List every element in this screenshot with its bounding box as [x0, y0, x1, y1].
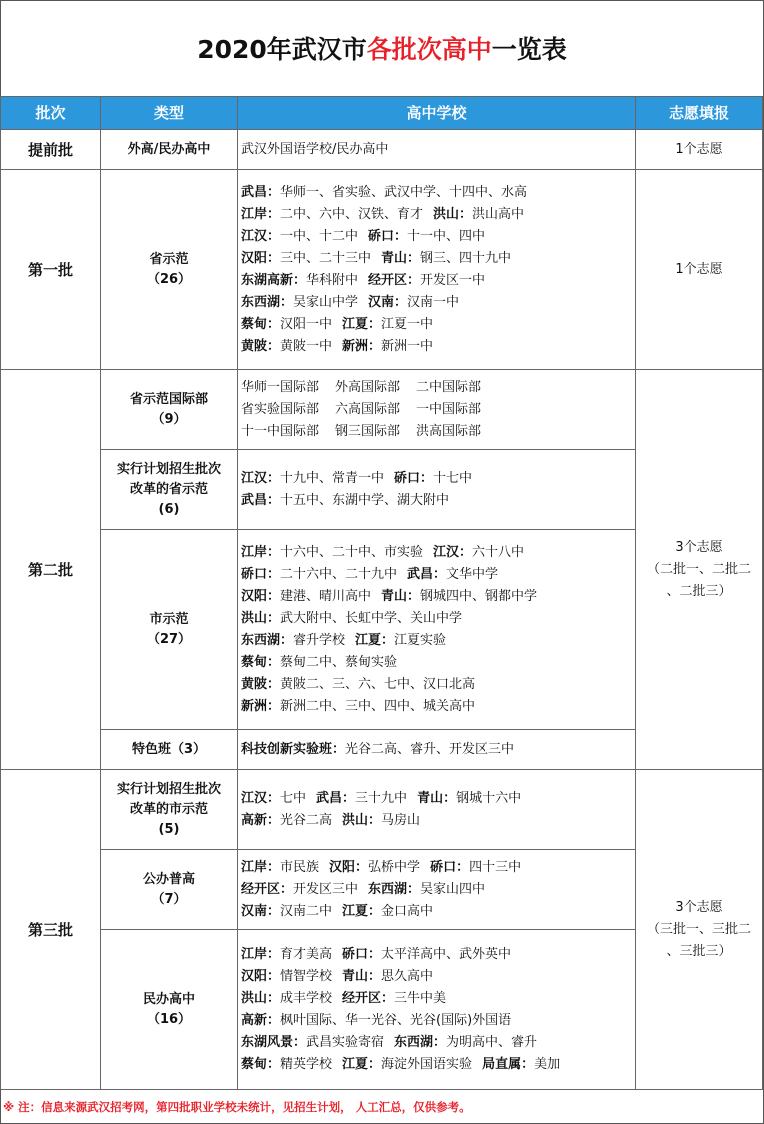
header-row [1, 97, 763, 130]
type-label: 改革的省示范 [129, 481, 208, 497]
volunteer-cell: 1个志愿 [636, 130, 763, 170]
school-names: 太平洋高中、武外英中 [381, 946, 512, 962]
district-label: 武昌： [407, 566, 447, 582]
type-count: （7） [151, 891, 187, 907]
school-names: 马房山 [381, 812, 421, 828]
volunteer-cell [636, 770, 763, 1090]
district-label: 硚口： [241, 566, 281, 582]
district-label: 新洲： [241, 698, 281, 714]
school-names: 十六中、二十中、市实验 [280, 544, 424, 560]
title-highlight: 各批次高中 [366, 35, 492, 64]
school-names: 光谷二高 [280, 812, 333, 828]
volunteer-cell [636, 370, 763, 770]
school-name: 一中国际部 [416, 401, 482, 417]
type-count: (6) [158, 501, 180, 517]
schools-cell [238, 170, 636, 370]
volunteer-line: （二批一、二批二 [646, 561, 751, 577]
district-segment [433, 207, 524, 222]
type-label: 实行计划招生批次 [116, 461, 221, 477]
school-names: 武大附中、长虹中学、关山中学 [280, 610, 463, 626]
district-segment [241, 339, 332, 354]
school-line [241, 586, 635, 608]
district-label: 青山： [342, 968, 382, 984]
school-names: 华师一、省实验、武汉中学、十四中、水高 [280, 184, 528, 200]
district-label: 东湖高新： [241, 272, 307, 288]
district-label: 江岸： [241, 859, 281, 875]
district-segment [342, 317, 433, 332]
school-line [241, 336, 635, 358]
district-label: 硚口： [430, 859, 470, 875]
school-lines [241, 788, 635, 832]
batch-third: 第三批 [1, 770, 101, 1090]
district-label: 蔡甸： [241, 1056, 281, 1072]
district-segment [241, 611, 462, 626]
school-lines [241, 182, 635, 358]
special-label: 科技创新实验班： [241, 741, 346, 757]
volunteer-line: 3个志愿 [675, 539, 723, 555]
district-label: 汉南： [368, 294, 408, 310]
schools-cell [238, 530, 636, 730]
district-label: 江岸： [241, 544, 281, 560]
type-count: （27） [146, 631, 192, 647]
title-prefix: 2020年武汉市 [197, 35, 367, 64]
school-line [241, 314, 635, 336]
district-label: 青山： [381, 588, 421, 604]
district-segment [368, 229, 485, 244]
school-name: 省实验国际部 [241, 401, 320, 417]
school-names: 育才美高 [280, 946, 333, 962]
school-names: 文华中学 [446, 566, 499, 582]
type-cell: 外高/民办高中 [101, 130, 238, 170]
district-label: 汉阳： [241, 588, 281, 604]
school-names: 华科附中 [306, 272, 359, 288]
school-names: 武昌实验寄宿 [306, 1034, 385, 1050]
school-names: 十一中、四中 [407, 228, 486, 244]
school-names: 枫叶国际、华一光谷、光谷(国际)外国语 [280, 1012, 512, 1028]
district-label: 武昌： [241, 184, 281, 200]
district-segment [241, 904, 332, 919]
district-segment [342, 969, 433, 984]
school-names: 市民族 [280, 859, 320, 875]
school-lines [241, 468, 635, 512]
batch-early: 提前批 [1, 130, 101, 170]
district-label: 江夏： [342, 1056, 382, 1072]
school-line [241, 608, 635, 630]
district-segment [368, 295, 459, 310]
type-label: 省示范 [149, 251, 189, 267]
school-names: 汉南一中 [407, 294, 460, 310]
district-label: 东西湖： [368, 881, 421, 897]
school-name: 洪高国际部 [416, 423, 482, 439]
district-label: 东湖风景： [241, 1034, 307, 1050]
district-label: 经开区： [241, 881, 294, 897]
school-names: 弘桥中学 [368, 859, 421, 875]
district-label: 洪山： [433, 206, 473, 222]
type-count: （16） [146, 1011, 192, 1027]
page-title [0, 0, 764, 96]
school-line [241, 421, 635, 443]
schools-cell [238, 850, 636, 930]
district-segment [342, 1057, 472, 1072]
header-volunteer: 志愿填报 [636, 97, 763, 130]
district-segment [241, 493, 449, 508]
school-names: 思久高中 [381, 968, 434, 984]
district-label: 青山： [381, 250, 421, 266]
school-names: 二十六中、二十九中 [280, 566, 398, 582]
intl-lines [241, 377, 635, 443]
district-segment [394, 1035, 537, 1050]
school-names: 情智学校 [280, 968, 333, 984]
school-line [241, 542, 635, 564]
district-segment [368, 273, 485, 288]
type-count: (5) [158, 821, 180, 837]
district-label: 硚口： [368, 228, 408, 244]
district-segment [241, 882, 358, 897]
district-label: 汉阳： [329, 859, 369, 875]
type-cell [101, 770, 238, 850]
school-line [241, 182, 635, 204]
school-line [241, 270, 635, 292]
school-names: 蔡甸二中、蔡甸实验 [280, 654, 398, 670]
school-names: 海淀外国语实验 [381, 1056, 473, 1072]
volunteer-line: 3个志愿 [675, 899, 723, 915]
school-names: 黄陂二、三、六、七中、汉口北高 [280, 676, 476, 692]
district-label: 武昌： [316, 790, 356, 806]
school-names: 开发区一中 [420, 272, 486, 288]
school-names: 金口高中 [381, 903, 434, 919]
schools-cell [238, 370, 636, 450]
district-segment [241, 273, 358, 288]
school-names: 七中 [280, 790, 307, 806]
school-line [241, 879, 635, 901]
district-label: 江岸： [241, 946, 281, 962]
district-segment [241, 295, 358, 310]
district-segment [241, 1013, 511, 1028]
district-segment [355, 633, 446, 648]
school-names: 建港、晴川高中 [280, 588, 372, 604]
school-names: 江夏实验 [394, 632, 447, 648]
school-names: 十七中 [433, 470, 473, 486]
district-label: 高新： [241, 812, 281, 828]
district-label: 江汉： [241, 790, 281, 806]
school-lines [241, 944, 635, 1076]
district-label: 汉南： [241, 903, 281, 919]
district-label: 江汉： [433, 544, 473, 560]
district-segment [316, 791, 407, 806]
volunteer-line: 、三批三） [666, 943, 732, 959]
district-label: 高新： [241, 1012, 281, 1028]
district-label: 黄陂： [241, 676, 281, 692]
school-name: 二中国际部 [416, 379, 482, 395]
district-label: 汉阳： [241, 968, 281, 984]
type-cell [101, 170, 238, 370]
school-line [241, 490, 635, 512]
school-names: 十九中、常青一中 [280, 470, 385, 486]
school-names: 十五中、东湖中学、湖大附中 [280, 492, 450, 508]
school-line [241, 377, 635, 399]
school-line [241, 652, 635, 674]
district-label: 青山： [417, 790, 457, 806]
type-label: 省示范国际部 [129, 391, 208, 407]
district-segment [241, 991, 332, 1006]
district-segment [241, 207, 423, 222]
school-names: 三中、二十三中 [280, 250, 372, 266]
school-names: 开发区三中 [293, 881, 359, 897]
header-batch: 批次 [1, 97, 101, 130]
district-segment [241, 545, 423, 560]
school-lines [241, 542, 635, 718]
school-line [241, 630, 635, 652]
type-label: 改革的市示范 [129, 801, 208, 817]
type-cell [101, 370, 238, 450]
district-segment [241, 1035, 384, 1050]
district-segment [368, 882, 485, 897]
district-label: 经开区： [342, 990, 395, 1006]
school-names: 洪山高中 [472, 206, 525, 222]
type-cell: 特色班（3） [101, 730, 238, 770]
school-line [241, 944, 635, 966]
school-line [241, 468, 635, 490]
type-cell [101, 930, 238, 1090]
district-segment [241, 813, 332, 828]
district-segment [430, 860, 521, 875]
district-label: 东西湖： [241, 294, 294, 310]
schools-cell [238, 450, 636, 530]
district-segment [241, 471, 384, 486]
type-count: （9） [151, 411, 187, 427]
batch-second: 第二批 [1, 370, 101, 770]
school-names: 江夏一中 [381, 316, 434, 332]
school-line [241, 248, 635, 270]
district-segment [381, 589, 537, 604]
school-name: 六高国际部 [335, 401, 401, 417]
district-label: 经开区： [368, 272, 421, 288]
school-names: 汉南二中 [280, 903, 333, 919]
district-segment [407, 567, 498, 582]
district-label: 江夏： [342, 316, 382, 332]
volunteer-line: 、二批三） [666, 583, 732, 599]
header-schools: 高中学校 [238, 97, 636, 130]
school-name: 华师一国际部 [241, 379, 320, 395]
school-names: 成丰学校 [280, 990, 333, 1006]
special-schools: 光谷二高、睿升、开发区三中 [345, 741, 515, 757]
header-type: 类型 [101, 97, 238, 130]
type-label: 市示范 [149, 611, 189, 627]
type-count: （26） [146, 271, 192, 287]
district-label: 江岸： [241, 206, 281, 222]
district-label: 汉阳： [241, 250, 281, 266]
district-segment [394, 471, 472, 486]
district-label: 硚口： [342, 946, 382, 962]
district-segment [241, 947, 332, 962]
district-segment [241, 860, 319, 875]
district-segment [381, 251, 511, 266]
schools-cell [238, 770, 636, 850]
school-names: 新洲二中、三中、四中、城关高中 [280, 698, 476, 714]
school-name: 外高国际部 [335, 379, 401, 395]
school-names: 钢三、四十九中 [420, 250, 512, 266]
school-names: 吴家山中学 [293, 294, 359, 310]
school-line [241, 788, 635, 810]
school-names: 四十三中 [469, 859, 522, 875]
footnote: ※ 注：信息来源武汉招考网，第四批职业学校未统计，见招生计划， 人工汇总，仅供参考。 [3, 1100, 471, 1114]
district-label: 新洲： [342, 338, 382, 354]
type-label: 实行计划招生批次 [116, 781, 221, 797]
school-line [241, 988, 635, 1010]
school-names: 钢城十六中 [456, 790, 522, 806]
school-names: 新洲一中 [381, 338, 434, 354]
district-label: 蔡甸： [241, 654, 281, 670]
school-line [241, 966, 635, 988]
district-segment [482, 1057, 560, 1072]
school-line [241, 204, 635, 226]
school-names: 三牛中美 [394, 990, 447, 1006]
district-label: 黄陂： [241, 338, 281, 354]
title-suffix: 一览表 [491, 35, 567, 64]
district-label: 局直属： [482, 1056, 535, 1072]
school-name: 十一中国际部 [241, 423, 320, 439]
district-segment [241, 633, 345, 648]
school-line [241, 292, 635, 314]
school-line [241, 1032, 635, 1054]
district-label: 武昌： [241, 492, 281, 508]
school-names: 精英学校 [280, 1056, 333, 1072]
school-names: 三十九中 [355, 790, 408, 806]
type-label: 公办普高 [142, 871, 195, 887]
district-label: 东西湖： [241, 632, 294, 648]
school-line [241, 901, 635, 923]
school-names: 吴家山四中 [420, 881, 486, 897]
school-names: 六十八中 [472, 544, 525, 560]
district-segment [342, 991, 446, 1006]
district-segment [241, 589, 371, 604]
district-segment [241, 251, 371, 266]
district-label: 江夏： [342, 903, 382, 919]
school-line [241, 810, 635, 832]
school-line [241, 857, 635, 879]
district-segment [342, 813, 420, 828]
school-names: 美加 [534, 1056, 561, 1072]
school-line [241, 226, 635, 248]
type-cell [101, 450, 238, 530]
school-names: 一中、十二中 [280, 228, 359, 244]
district-segment [241, 229, 358, 244]
district-segment [329, 860, 420, 875]
district-label: 蔡甸： [241, 316, 281, 332]
schools-cell [238, 930, 636, 1090]
type-label: 民办高中 [142, 991, 195, 1007]
district-label: 江夏： [355, 632, 395, 648]
district-segment [342, 904, 433, 919]
school-names: 睿升学校 [293, 632, 346, 648]
schools-cell: 武汉外国语学校/民办高中 [238, 130, 636, 170]
school-names: 为明高中、睿升 [446, 1034, 538, 1050]
school-line [241, 1054, 635, 1076]
school-line [241, 399, 635, 421]
schools-table [0, 96, 763, 1090]
district-label: 江汉： [241, 470, 281, 486]
district-segment [433, 545, 524, 560]
batch-first: 第一批 [1, 170, 101, 370]
school-line [241, 674, 635, 696]
table-row [1, 370, 763, 450]
type-cell [101, 530, 238, 730]
district-segment [241, 969, 332, 984]
district-segment [241, 791, 306, 806]
school-line [241, 696, 635, 718]
district-segment [241, 317, 332, 332]
school-line [241, 564, 635, 586]
district-segment [342, 339, 433, 354]
school-names: 钢城四中、钢都中学 [420, 588, 538, 604]
district-label: 硚口： [394, 470, 434, 486]
school-names: 二中、六中、汉铁、育才 [280, 206, 424, 222]
district-segment [417, 791, 521, 806]
table-row [1, 770, 763, 850]
school-lines [241, 857, 635, 923]
table-row [1, 130, 763, 170]
table-row [1, 170, 763, 370]
district-segment [241, 567, 397, 582]
district-label: 洪山： [241, 610, 281, 626]
district-segment [241, 1057, 332, 1072]
district-segment [241, 699, 475, 714]
district-segment [241, 677, 475, 692]
district-label: 东西湖： [394, 1034, 447, 1050]
schools-cell [238, 730, 636, 770]
school-names: 汉阳一中 [280, 316, 333, 332]
district-label: 洪山： [342, 812, 382, 828]
type-cell [101, 850, 238, 930]
school-names: 黄陂一中 [280, 338, 333, 354]
district-label: 江汉： [241, 228, 281, 244]
district-segment [342, 947, 511, 962]
district-label: 洪山： [241, 990, 281, 1006]
school-name: 钢三国际部 [335, 423, 401, 439]
district-segment [241, 655, 397, 670]
volunteer-line: （三批一、三批二 [646, 921, 751, 937]
school-line [241, 1010, 635, 1032]
district-segment [241, 185, 527, 200]
volunteer-cell: 1个志愿 [636, 170, 763, 370]
